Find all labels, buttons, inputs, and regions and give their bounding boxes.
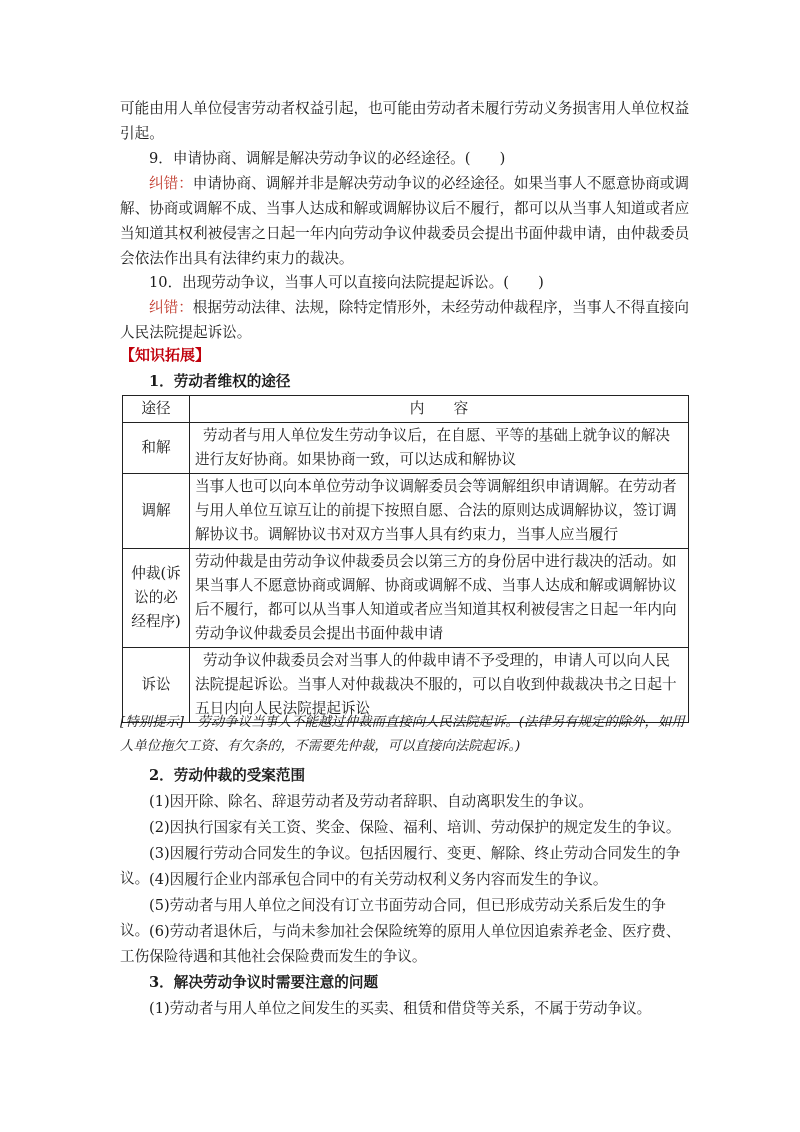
sub2-title: 2．劳动仲裁的受案范围 xyxy=(149,767,306,784)
row-way: 诉讼 xyxy=(123,648,190,723)
table-row xyxy=(123,549,689,648)
q10-correction xyxy=(120,295,690,345)
rights-table xyxy=(122,395,689,723)
q9-question: 9．申请协商、调解是解决劳动争议的必经途径。( ) xyxy=(149,150,506,167)
sub2-item: (3)因履行劳动合同发生的争议。包括因履行、变更、解除、终止劳动合同发生的争议。 xyxy=(120,845,681,887)
row-content: 劳动者与用人单位发生劳动争议后，在自愿、平等的基础上就争议的解决进行友好协商。如果协商一致，可以达成和解协议 xyxy=(190,423,689,474)
q9-correction xyxy=(120,171,690,271)
table-header-row xyxy=(123,396,689,423)
q10-question: 10．出现劳动争议，当事人可以直接向法院提起诉讼。( ) xyxy=(149,274,544,291)
row-way: 和解 xyxy=(123,423,190,474)
row-way: 调解 xyxy=(123,474,190,549)
sub3-title: 3．解决劳动争议时需要注意的问题 xyxy=(149,974,379,991)
sub2-item: (5)劳动者与用人单位之间没有订立书面劳动合同，但已形成劳动关系后发生的争议。 xyxy=(120,897,666,939)
q10-correction-text: 根据劳动法律、法规，除特定情形外，未经劳动仲裁程序，当事人不得直接向人民法院提起诉讼。 xyxy=(120,299,689,341)
sub2-item: (6)劳动者退休后，与尚未参加社会保险统筹的原用人单位因追索养老金、医疗费、工伤保险待遇和其他社会保险费而发生的争议。 xyxy=(120,923,681,965)
intro-paragraph xyxy=(120,96,690,146)
q9-correction-text: 申请协商、调解并非是解决劳动争议的必经途径。如果当事人不愿意协商或调解、协商或调解不成、当事人达成和解或调解协议后不履行，都可以从当事人知道或者应当知道其权利被侵害之日起一年内向劳动争议仲裁委员会提出书面仲裁申请，由仲裁委员会依法作出具有法律约束力的裁决。 xyxy=(120,175,690,267)
section-heading: 【知识拓展】 xyxy=(120,346,211,364)
sub2-item: (1)因开除、除名、辞退劳动者及劳动者辞职、自动离职发生的争议。 xyxy=(149,793,593,810)
sub3-item: (1)劳动者与用人单位之间发生的买卖、租赁和借贷等关系，不属于劳动争议。 xyxy=(149,1000,652,1017)
row-content: 劳动仲裁是由劳动争议仲裁委员会以第三方的身份居中进行裁决的活动。如果当事人不愿意协商或调解、协商或调解不成、当事人达成和解或调解协议后不履行，都可以从当事人知道或者应当知道其权利被侵害之日起一年内向劳动争议仲裁委员会提出书面仲裁申请 xyxy=(190,549,689,648)
header-content: 内 容 xyxy=(190,396,689,423)
sub2-item: (4)因履行企业内部承包合同中的有关劳动权利义务内容而发生的争议。 xyxy=(149,871,608,888)
row-content: 当事人也可以向本单位劳动争议调解委员会等调解组织申请调解。在劳动者与用人单位互谅互让的前提下按照自愿、合法的原则达成调解协议，签订调解协议书。调解协议书对双方当事人具有约束力，当事人应当履行 xyxy=(190,474,689,549)
sub1-title: 1．劳动者维权的途径 xyxy=(149,373,291,390)
header-way: 途径 xyxy=(123,396,190,423)
special-note: [特别提示] 劳动争议当事人不能越过仲裁而直接向人民法院起诉。(法律另有规定的除外，如用人单位拖欠工资、有欠条的，不需要先仲裁，可以直接向法院起诉。) xyxy=(120,715,685,754)
intro-line-1: 可能由用人单位侵害劳动者权益引起，也可能由劳动者未履行劳动义务损害用人单位权益 xyxy=(120,100,690,117)
q9-correction-label: 纠错： xyxy=(149,175,193,192)
sub2-item: (2)因执行国家有关工资、奖金、保险、福利、培训、劳动保护的规定发生的争议。 xyxy=(149,819,681,836)
row-content: 劳动争议仲裁委员会对当事人的仲裁申请不予受理的，申请人可以向人民法院提起诉讼。当事人对仲裁裁决不服的，可以自收到仲裁裁决书之日起十五日内向人民法院提起诉讼 xyxy=(190,648,689,723)
intro-line-2: 引起。 xyxy=(120,125,164,142)
row-way: 仲裁(诉讼的必经程序) xyxy=(123,549,190,648)
table-row xyxy=(123,474,689,549)
q10-correction-label: 纠错： xyxy=(149,299,193,316)
table-row xyxy=(123,423,689,474)
